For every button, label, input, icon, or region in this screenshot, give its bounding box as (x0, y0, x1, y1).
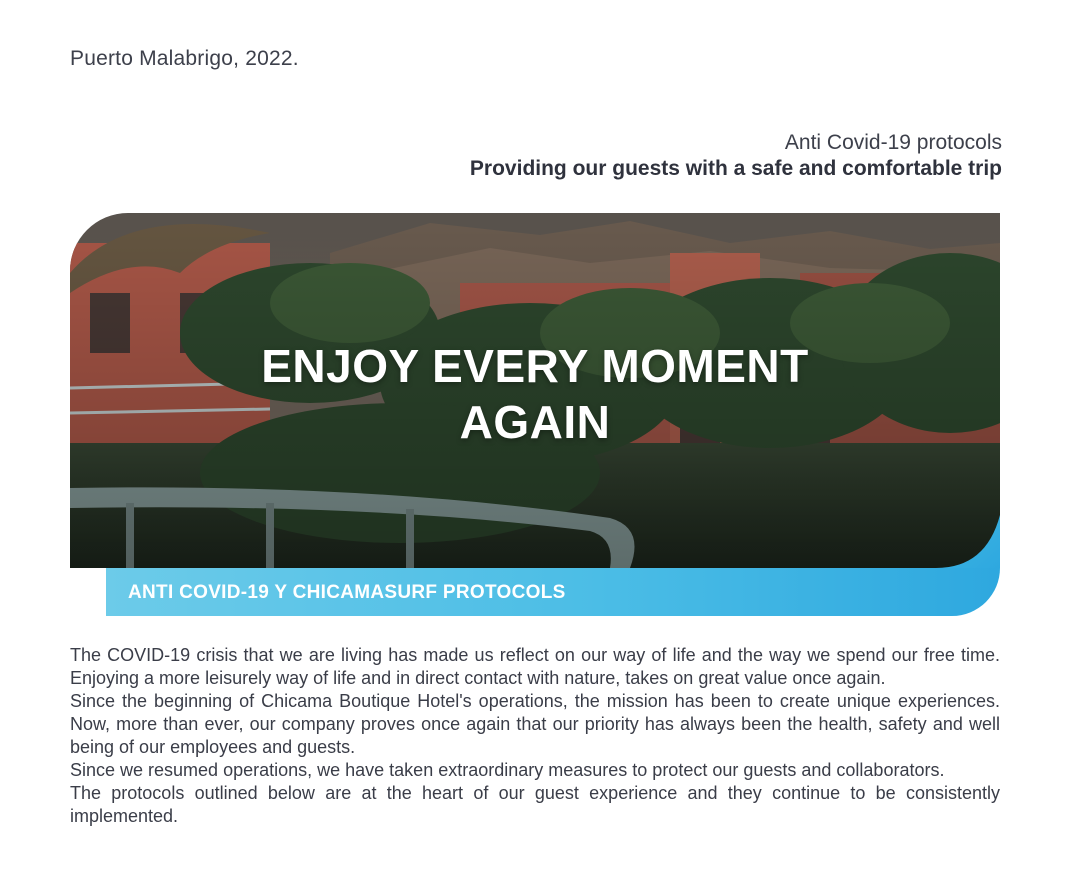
document-header (470, 130, 1002, 182)
hero-title-line-2: AGAIN (459, 396, 611, 448)
paragraph: The protocols outlined below are at the heart of our guest experience and they continue to be consistently implemented. (70, 783, 1000, 826)
header-subtitle: Anti Covid-19 protocols (784, 131, 1002, 154)
paragraph: The COVID-19 crisis that we are living has made us reflect on our way of life and the way we spend our free time. Enjoying a more leisurely way of life and in direct contact with nature, takes on great value once again. (70, 645, 1000, 688)
hero-title-line-1: ENJOY EVERY MOMENT (261, 340, 809, 392)
paragraph: Since the beginning of Chicama Boutique Hotel's operations, the mission has been to create unique experiences. Now, more than ever, our company proves once again that our priority has always been the health, safety and well being of our employees and guests. (70, 691, 1000, 757)
protocols-banner (106, 568, 1000, 616)
paragraph: Since we resumed operations, we have taken extraordinary measures to protect our guests and collaborators. (70, 760, 945, 780)
header-title: Providing our guests with a safe and comfortable trip (469, 157, 1002, 180)
intro-text (70, 644, 1000, 828)
protocols-banner-label: ANTI COVID-19 Y CHICAMASURF PROTOCOLS (128, 582, 566, 603)
hero-banner (70, 213, 1000, 568)
hero-title (70, 338, 1000, 450)
dateline: Puerto Malabrigo, 2022. (70, 47, 299, 70)
band-curve-decoration (936, 515, 1000, 568)
